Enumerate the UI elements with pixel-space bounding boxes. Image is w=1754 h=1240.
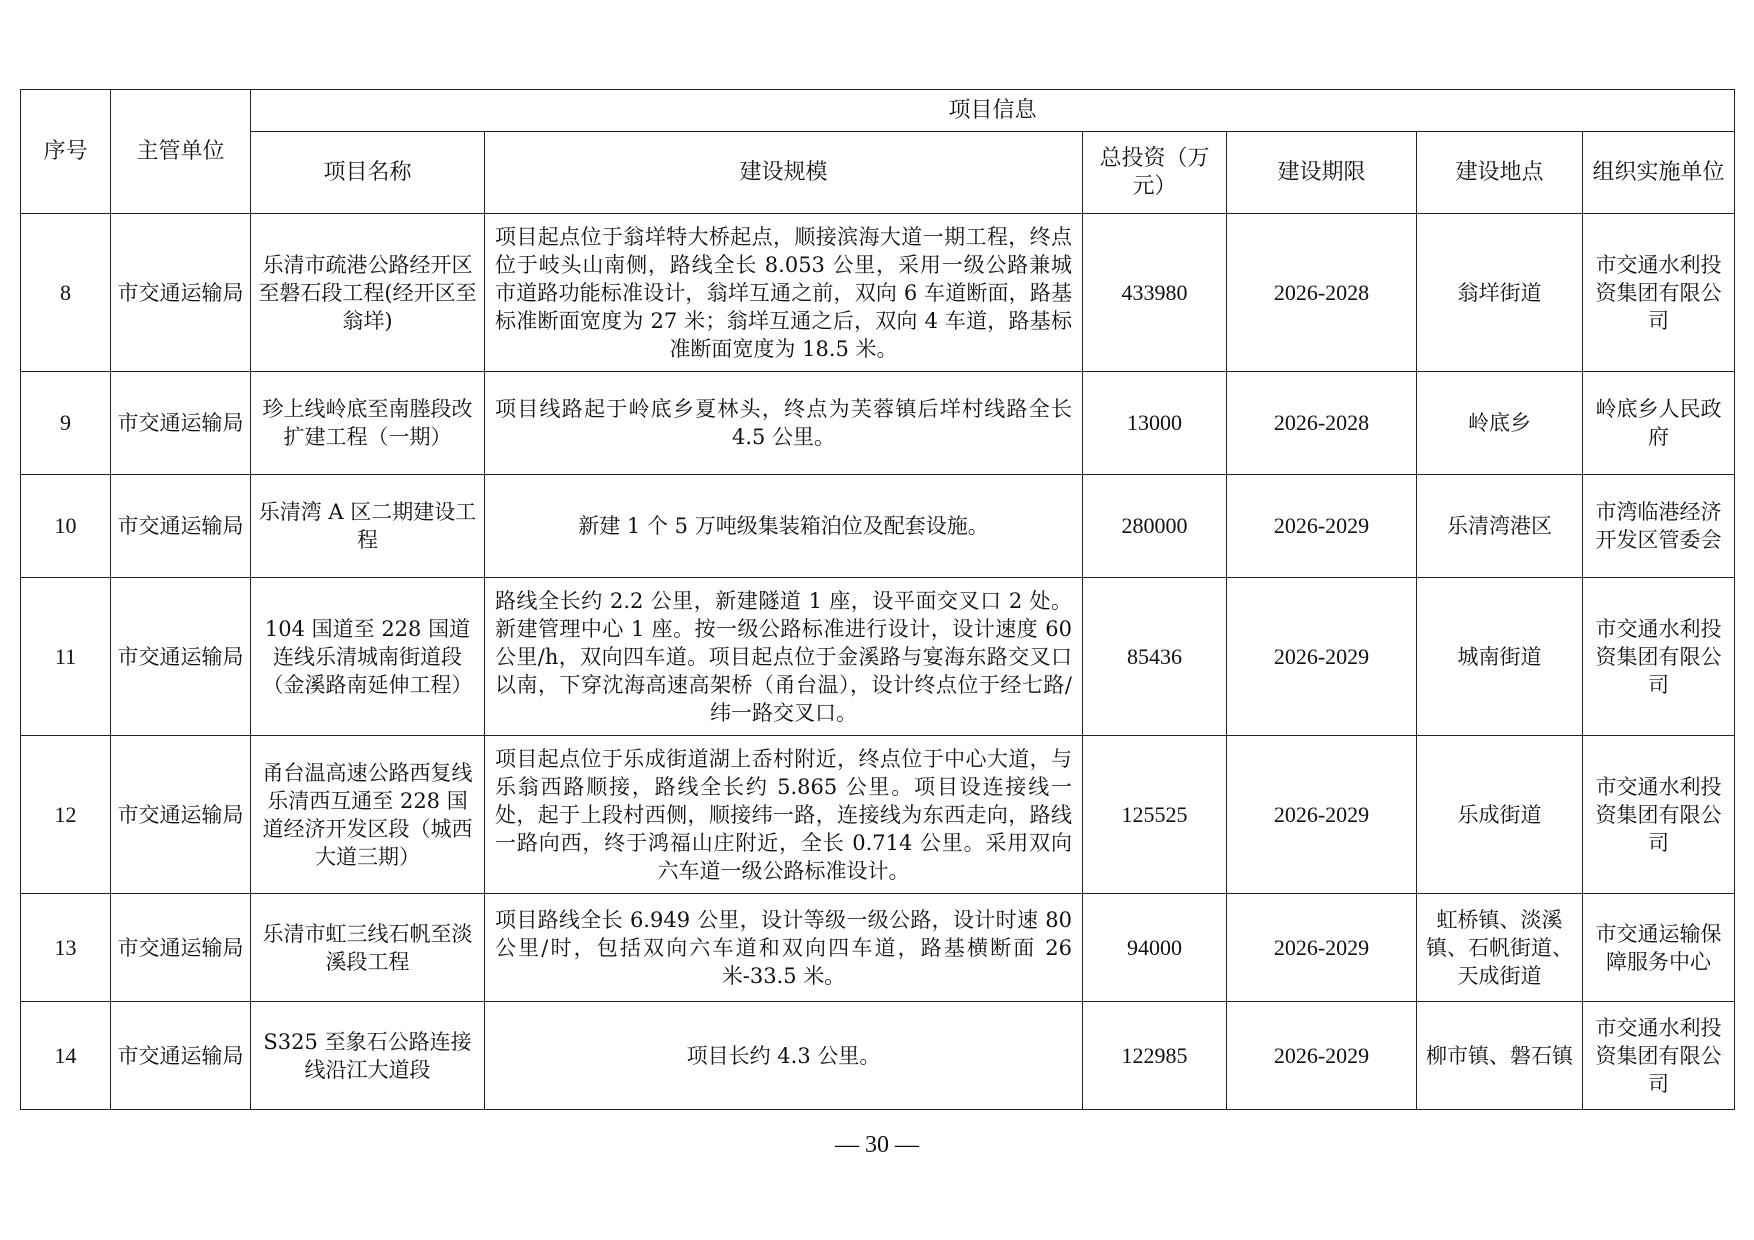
cell-period: 2026-2029 [1227,578,1417,736]
cell-dept: 市交通运输局 [111,372,251,475]
cell-period: 2026-2029 [1227,736,1417,894]
cell-investment: 125525 [1083,736,1227,894]
cell-scale: 项目路线全长 6.949 公里，设计等级一级公路，设计时速 80 公里/时，包括双向六车道和双向四车道，路基横断面 26 米-33.5 米。 [485,894,1083,1002]
cell-org: 市交通水利投资集团有限公司 [1583,1002,1735,1110]
table-row [21,1002,1735,1110]
cell-org: 市交通水利投资集团有限公司 [1583,578,1735,736]
header-project-info: 项目信息 [251,90,1735,132]
cell-name: 乐清市疏港公路经开区至磐石段工程(经开区至翁垟) [251,214,485,372]
project-table [20,89,1735,1110]
cell-location: 城南街道 [1417,578,1583,736]
cell-investment: 433980 [1083,214,1227,372]
cell-name: 乐清湾 A 区二期建设工程 [251,475,485,578]
header-org: 组织实施单位 [1583,132,1735,214]
cell-seq: 8 [21,214,111,372]
cell-name: 104 国道至 228 国道连线乐清城南街道段（金溪路南延伸工程） [251,578,485,736]
table-row [21,736,1735,894]
cell-name: 珍上线岭底至南塍段改扩建工程（一期） [251,372,485,475]
header-period: 建设期限 [1227,132,1417,214]
cell-name: S325 至象石公路连接线沿江大道段 [251,1002,485,1110]
cell-scale: 项目线路起于岭底乡夏林头，终点为芙蓉镇后垟村线路全长 4.5 公里。 [485,372,1083,475]
cell-seq: 9 [21,372,111,475]
cell-investment: 280000 [1083,475,1227,578]
cell-investment: 94000 [1083,894,1227,1002]
cell-period: 2026-2029 [1227,894,1417,1002]
cell-scale: 项目长约 4.3 公里。 [485,1002,1083,1110]
header-investment: 总投资（万元） [1083,132,1227,214]
cell-org: 市交通运输保障服务中心 [1583,894,1735,1002]
cell-location: 岭底乡 [1417,372,1583,475]
cell-seq: 14 [21,1002,111,1110]
cell-dept: 市交通运输局 [111,736,251,894]
cell-name: 甬台温高速公路西复线乐清西互通至 228 国道经济开发区段（城西大道三期） [251,736,485,894]
cell-location: 乐清湾港区 [1417,475,1583,578]
cell-scale: 路线全长约 2.2 公里，新建隧道 1 座，设平面交叉口 2 处。新建管理中心 1 座。按一级公路标准进行设计，设计速度 60 公里/h，双向四车道。项目起点位于金溪路与宴海东路交叉口以南，下穿沈海高速高架桥（甬台温），设计终点位于经七路/纬一路交叉口。 [485,578,1083,736]
cell-org: 岭底乡人民政府 [1583,372,1735,475]
cell-org: 市交通水利投资集团有限公司 [1583,736,1735,894]
table-row [21,372,1735,475]
cell-scale: 新建 1 个 5 万吨级集装箱泊位及配套设施。 [485,475,1083,578]
cell-org: 市交通水利投资集团有限公司 [1583,214,1735,372]
cell-seq: 13 [21,894,111,1002]
header-scale: 建设规模 [485,132,1083,214]
table-row [21,475,1735,578]
header-location: 建设地点 [1417,132,1583,214]
cell-location: 翁垟街道 [1417,214,1583,372]
cell-org: 市湾临港经济开发区管委会 [1583,475,1735,578]
cell-dept: 市交通运输局 [111,578,251,736]
cell-dept: 市交通运输局 [111,214,251,372]
cell-seq: 10 [21,475,111,578]
page-number: — 30 — [835,1132,919,1158]
cell-dept: 市交通运输局 [111,1002,251,1110]
cell-location: 乐成街道 [1417,736,1583,894]
header-name: 项目名称 [251,132,485,214]
cell-dept: 市交通运输局 [111,894,251,1002]
cell-name: 乐清市虹三线石帆至淡溪段工程 [251,894,485,1002]
table-row [21,214,1735,372]
cell-investment: 85436 [1083,578,1227,736]
cell-location: 虹桥镇、淡溪镇、石帆街道、天成街道 [1417,894,1583,1002]
header-dept: 主管单位 [111,90,251,214]
table-row [21,578,1735,736]
cell-investment: 13000 [1083,372,1227,475]
header-seq: 序号 [21,90,111,214]
cell-investment: 122985 [1083,1002,1227,1110]
cell-period: 2026-2029 [1227,1002,1417,1110]
cell-seq: 12 [21,736,111,894]
cell-seq: 11 [21,578,111,736]
cell-period: 2026-2029 [1227,475,1417,578]
cell-dept: 市交通运输局 [111,475,251,578]
cell-scale: 项目起点位于翁垟特大桥起点，顺接滨海大道一期工程，终点位于岐头山南侧，路线全长 8.053 公里，采用一级公路兼城市道路功能标准设计，翁垟互通之前，双向 6 车道断面，路基标准断面宽度为 27 米；翁垟互通之后，双向 4 车道，路基标准断面宽度为 18.5 米。 [485,214,1083,372]
cell-location: 柳市镇、磐石镇 [1417,1002,1583,1110]
cell-period: 2026-2028 [1227,214,1417,372]
cell-period: 2026-2028 [1227,372,1417,475]
table-row [21,894,1735,1002]
cell-scale: 项目起点位于乐成街道湖上岙村附近，终点位于中心大道，与乐翁西路顺接，路线全长约 5.865 公里。项目设连接线一处，起于上段村西侧，顺接纬一路，连接线为东西走向，路线一路向西，终于鸿福山庄附近，全长 0.714 公里。采用双向六车道一级公路标准设计。 [485,736,1083,894]
